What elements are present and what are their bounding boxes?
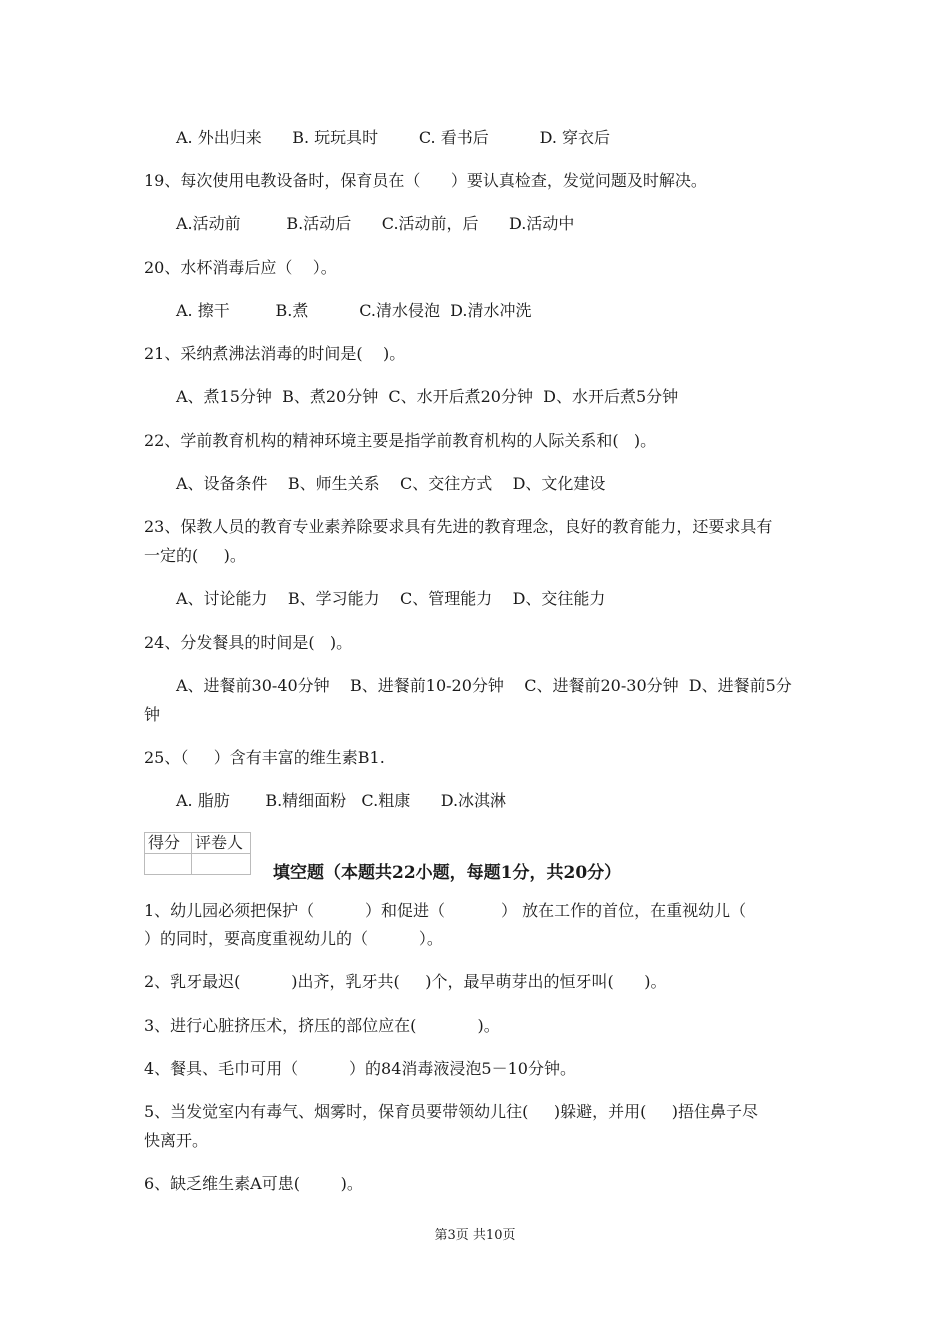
q21-text: 21、采纳煮沸法消毒的时间是( )。 [144, 344, 406, 363]
page-footer: 第3页 共10页 [434, 1228, 516, 1243]
fill-6: 6、缺乏维生素A可患( )。 [144, 1174, 363, 1193]
q24-options-line2: 钟 [144, 705, 161, 724]
q18-options: A. 外出归来 B. 玩玩具时 C. 看书后 D. 穿衣后 [176, 128, 610, 147]
q20-text: 20、水杯消毒后应（ ）。 [144, 258, 337, 277]
q25-options: A. 脂肪 B.精细面粉 C.粗康 D.冰淇淋 [176, 791, 507, 810]
q23-options: A、讨论能力 B、学习能力 C、管理能力 D、交往能力 [176, 589, 606, 608]
score-cell [145, 854, 192, 875]
q24-text: 24、分发餐具的时间是( )。 [144, 633, 353, 652]
q19-text: 19、每次使用电教设备时，保育员在（ ）要认真检查，发觉问题及时解决。 [144, 171, 707, 190]
fill-4: 4、餐具、毛巾可用（ ）的84消毒液浸泡5－10分钟。 [144, 1059, 576, 1078]
score-label: 得分 [145, 833, 192, 854]
q23-text-line2: 一定的( )。 [144, 546, 246, 565]
q19-options: A.活动前 B.活动后 C.活动前，后 D.活动中 [176, 214, 575, 233]
q25-text: 25、（ ）含有丰富的维生素B1. [144, 748, 385, 767]
q23-text-line1: 23、保教人员的教育专业素养除要求具有先进的教育理念，良好的教育能力，还要求具有 [144, 517, 773, 536]
fill-3: 3、进行心脏挤压术，挤压的部位应在( )。 [144, 1016, 500, 1035]
fill-2: 2、乳牙最迟( )出齐，乳牙共( )个，最早萌芽出的恒牙叫( )。 [144, 972, 667, 991]
fill-1-line2: ）的同时，要高度重视幼儿的（ ）。 [144, 929, 443, 948]
score-box [144, 832, 251, 875]
q21-options: A、煮15分钟 B、煮20分钟 C、水开后煮20分钟 D、水开后煮5分钟 [176, 387, 679, 406]
q24-options-line1: A、进餐前30-40分钟 B、进餐前10-20分钟 C、进餐前20-30分钟 D、进餐前5分 [176, 676, 792, 695]
fill-5-line2: 快离开。 [144, 1131, 209, 1150]
fill-1-line1: 1、幼儿园必须把保护（ ）和促进（ ） 放在工作的首位，在重视幼儿（ [144, 901, 747, 920]
q22-text: 22、学前教育机构的精神环境主要是指学前教育机构的人际关系和( )。 [144, 431, 657, 450]
grader-cell [192, 854, 251, 875]
q22-options: A、设备条件 B、师生关系 C、交往方式 D、文化建设 [176, 474, 606, 493]
grader-label: 评卷人 [192, 833, 251, 854]
section-title: 填空题（本题共22小题，每题1分，共20分） [273, 863, 622, 883]
fill-5-line1: 5、当发觉室内有毒气、烟雾时，保育员要带领幼儿往( )躲避，并用( )捂住鼻子尽 [144, 1102, 759, 1121]
q20-options: A. 擦干 B.煮 C.清水侵泡 D.清水冲洗 [176, 301, 532, 320]
